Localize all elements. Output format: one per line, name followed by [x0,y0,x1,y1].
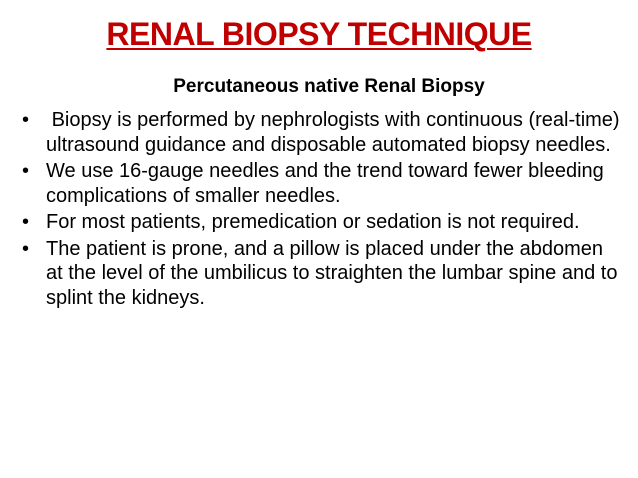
slide-subtitle: Percutaneous native Renal Biopsy [173,76,485,97]
bullet-icon: • [22,237,30,260]
bullet-item [22,210,622,235]
bullet-icon: • [22,211,30,233]
bullet-text: The patient is prone, and a pillow is placed under the abdomen at the level of the umbilicus to straighten the lumbar spine and to splint the kidneys. [46,237,618,309]
slide-title: RENAL BIOPSY TECHNIQUE [106,16,532,52]
bullet-text: We use 16-gauge needles and the trend toward fewer bleeding complications of smaller needles. [46,160,604,207]
bullet-icon: • [22,109,30,131]
bullet-text: For most patients, premedication or sedation is not required. [46,211,580,233]
bullet-item [22,159,622,208]
bullet-icon: • [22,160,30,182]
bullet-list [22,108,626,312]
bullet-item [22,237,622,311]
bullet-text: Biopsy is performed by nephrologists with continuous (real-time) ultrasound guidance and disposable automated biopsy needles. [46,109,626,156]
bullet-item [22,108,626,157]
